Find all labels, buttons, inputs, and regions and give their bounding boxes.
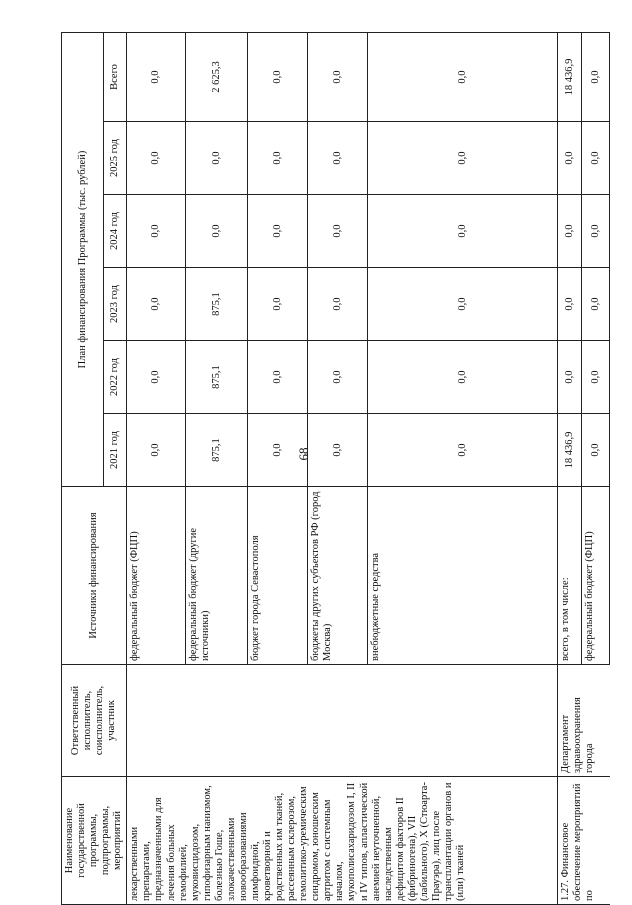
value-cell: 0,0 — [308, 195, 368, 268]
value-cell: 0,0 — [368, 341, 558, 414]
value-cell: 0,0 — [582, 268, 610, 341]
value-cell: 0,0 — [308, 122, 368, 195]
value-cell: 0,0 — [127, 32, 186, 121]
value-cell: 875,1 — [186, 341, 248, 414]
header-year: 2025 год — [104, 122, 127, 195]
value-cell: 0,0 — [582, 414, 610, 487]
header-plan: План финансирования Программы (тыс. рублей) — [62, 32, 104, 486]
value-cell: 0,0 — [368, 32, 558, 121]
value-cell: 0,0 — [582, 195, 610, 268]
responsible-cell: Департамент здравоохранения города — [558, 665, 610, 777]
program-name-cell: лекарственными препаратами, предназначенными для лечения больных гемофилией, муковисцидозом, гипофизарным нанизмом, болезнью Гоше, злокачественными новообразованиями лимфоидной, кроветворной и родственных им тканей, рассеянным склерозом, гемолитико-уремическим синдромом, юношеским артритом с системным началом, мукополисахаридозом I, II и IV типов, апластической анемией неуточненной, наследственным дефицитом факторов II (фибриногена), VII (лабильного), X (Стюарта-Прауэра), лиц после трансплантации органов и (или) тканей — [127, 777, 558, 905]
value-cell: 0,0 — [248, 268, 308, 341]
value-cell: 0,0 — [127, 195, 186, 268]
value-cell: 875,1 — [186, 414, 248, 487]
value-cell: 0,0 — [186, 122, 248, 195]
header-source: Источники финансирования — [62, 487, 127, 665]
value-cell: 0,0 — [558, 341, 582, 414]
header-year: 2022 год — [104, 341, 127, 414]
value-cell: 875,1 — [186, 268, 248, 341]
value-cell: 18 436,9 — [558, 32, 582, 121]
value-cell: 0,0 — [248, 414, 308, 487]
value-cell: 0,0 — [248, 195, 308, 268]
program-name-cell: 1.27. Финансовое обеспечение мероприятий по — [558, 777, 610, 905]
source-cell: внебюджетные средства — [368, 487, 558, 665]
value-cell: 0,0 — [308, 268, 368, 341]
value-cell: 0,0 — [248, 341, 308, 414]
header-total: Всего — [104, 32, 127, 121]
value-cell: 0,0 — [248, 122, 308, 195]
value-cell: 0,0 — [127, 414, 186, 487]
value-cell: 0,0 — [308, 32, 368, 121]
value-cell: 0,0 — [127, 122, 186, 195]
value-cell: 0,0 — [308, 414, 368, 487]
responsible-cell — [127, 665, 558, 777]
value-cell: 0,0 — [186, 195, 248, 268]
value-cell: 0,0 — [582, 122, 610, 195]
source-cell: федеральный бюджет (другие источники) — [186, 487, 248, 665]
value-cell: 0,0 — [582, 341, 610, 414]
header-year: 2023 год — [104, 268, 127, 341]
header-name: Наименование государственной программы, подпрограммы, мероприятий — [62, 777, 127, 905]
financing-table — [61, 32, 610, 905]
source-cell: бюджет города Севастополя — [248, 487, 308, 665]
header-responsible: Ответственный исполнитель, соисполнитель, участник — [62, 665, 127, 777]
value-cell: 0,0 — [248, 32, 308, 121]
table-row — [127, 32, 186, 904]
header-year: 2021 год — [104, 414, 127, 487]
value-cell: 0,0 — [558, 122, 582, 195]
value-cell: 0,0 — [127, 341, 186, 414]
financing-table-rotated — [61, 33, 606, 905]
header-row-1 — [62, 32, 104, 904]
value-cell: 2 625,3 — [186, 32, 248, 121]
source-cell: всего, в том числе: — [558, 487, 582, 665]
page-number: 68 — [296, 447, 311, 461]
table-row — [558, 32, 582, 904]
value-cell: 0,0 — [582, 32, 610, 121]
value-cell: 0,0 — [368, 195, 558, 268]
value-cell: 18 436,9 — [558, 414, 582, 487]
source-cell: федеральный бюджет (ФЦП) — [127, 487, 186, 665]
value-cell: 0,0 — [308, 341, 368, 414]
header-year: 2024 год — [104, 195, 127, 268]
value-cell: 0,0 — [368, 122, 558, 195]
value-cell: 0,0 — [558, 195, 582, 268]
source-cell: федеральный бюджет (ФЦП) — [582, 487, 610, 665]
value-cell: 0,0 — [558, 268, 582, 341]
source-cell: бюджеты других субъектов РФ (город Москва) — [308, 487, 368, 665]
value-cell: 0,0 — [368, 268, 558, 341]
value-cell: 0,0 — [127, 268, 186, 341]
value-cell: 0,0 — [368, 414, 558, 487]
